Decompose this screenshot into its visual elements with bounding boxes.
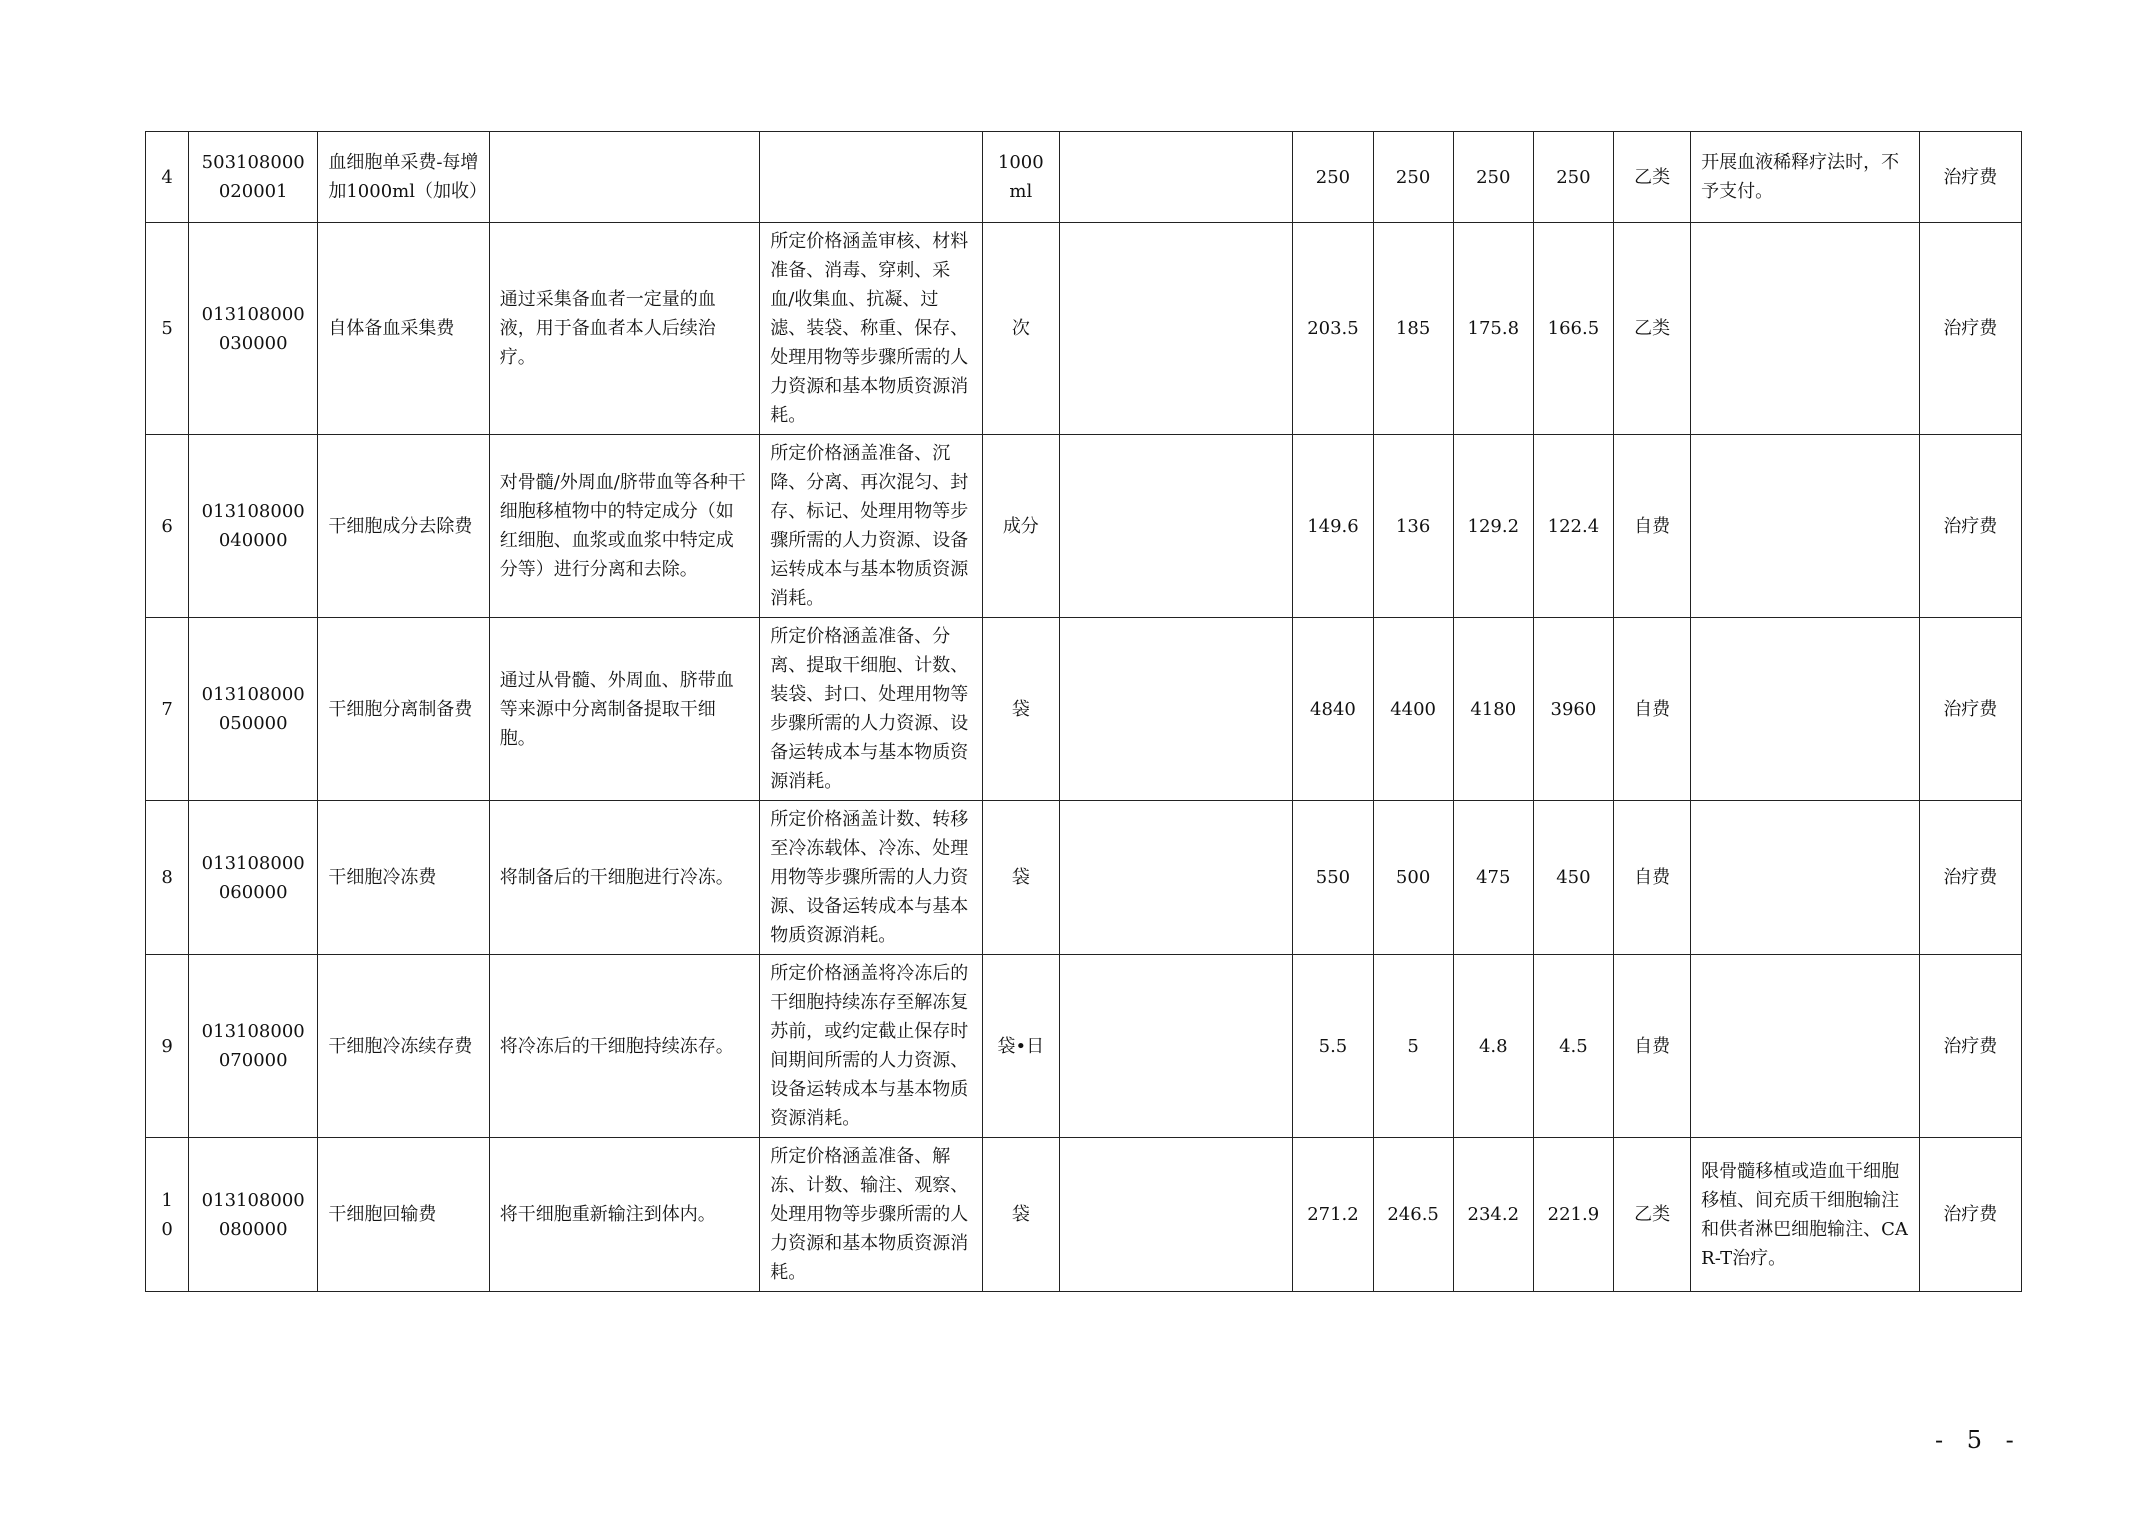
note-cell: 开展血液稀释疗法时，不予支付。 (1691, 132, 1919, 223)
table-row (146, 223, 2022, 435)
price-cell: 203.5 (1293, 223, 1373, 435)
unit-cell: 成分 (982, 435, 1059, 618)
seq-cell: 6 (146, 435, 189, 618)
table-row (146, 618, 2022, 801)
table-row (146, 955, 2022, 1138)
unit-cell: 袋•日 (982, 955, 1059, 1138)
fee-type-cell: 治疗费 (1919, 132, 2021, 223)
fee-type-cell: 治疗费 (1919, 435, 2021, 618)
note-cell (1691, 223, 1919, 435)
excluded-cell (1059, 435, 1292, 618)
description-cell: 通过从骨髓、外周血、脐带血等来源中分离制备提取干细胞。 (489, 618, 760, 801)
table-row (146, 435, 2022, 618)
excluded-cell (1059, 955, 1292, 1138)
content-cell: 所定价格涵盖准备、分离、提取干细胞、计数、装袋、封口、处理用物等步骤所需的人力资源、设备运转成本与基本物质资源消耗。 (760, 618, 982, 801)
content-cell: 所定价格涵盖准备、沉降、分离、再次混匀、封存、标记、处理用物等步骤所需的人力资源、设备运转成本与基本物质资源消耗。 (760, 435, 982, 618)
note-cell (1691, 435, 1919, 618)
name-cell: 干细胞分离制备费 (318, 618, 489, 801)
price-cell: 136 (1373, 435, 1453, 618)
description-cell: 对骨髓/外周血/脐带血等各种干细胞移植物中的特定成分（如红细胞、血浆或血浆中特定成分等）进行分离和去除。 (489, 435, 760, 618)
price-cell: 475 (1453, 801, 1533, 955)
insurance-category-cell: 乙类 (1614, 1138, 1691, 1292)
price-cell: 250 (1373, 132, 1453, 223)
price-cell: 450 (1533, 801, 1613, 955)
seq-cell: 5 (146, 223, 189, 435)
excluded-cell (1059, 223, 1292, 435)
price-cell: 250 (1533, 132, 1613, 223)
name-cell: 干细胞冷冻续存费 (318, 955, 489, 1138)
description-cell: 将冷冻后的干细胞持续冻存。 (489, 955, 760, 1138)
content-cell: 所定价格涵盖将冷冻后的干细胞持续冻存至解冻复苏前，或约定截止保存时间期间所需的人力资源、设备运转成本与基本物质资源消耗。 (760, 955, 982, 1138)
table-body (146, 132, 2022, 1292)
seq-cell: 7 (146, 618, 189, 801)
fee-type-cell: 治疗费 (1919, 801, 2021, 955)
unit-cell: 袋 (982, 801, 1059, 955)
note-cell (1691, 618, 1919, 801)
price-cell: 5.5 (1293, 955, 1373, 1138)
code-cell: 013108000070000 (189, 955, 318, 1138)
excluded-cell (1059, 1138, 1292, 1292)
code-cell: 013108000080000 (189, 1138, 318, 1292)
price-cell: 4180 (1453, 618, 1533, 801)
price-cell: 122.4 (1533, 435, 1613, 618)
price-cell: 3960 (1533, 618, 1613, 801)
seq-cell: 4 (146, 132, 189, 223)
name-cell: 干细胞冷冻费 (318, 801, 489, 955)
price-table (145, 131, 2022, 1292)
code-cell: 013108000050000 (189, 618, 318, 801)
page-number: - 5 - (1935, 1426, 2022, 1454)
price-cell: 129.2 (1453, 435, 1533, 618)
code-cell: 013108000030000 (189, 223, 318, 435)
price-cell: 234.2 (1453, 1138, 1533, 1292)
price-cell: 4.8 (1453, 955, 1533, 1138)
content-cell: 所定价格涵盖计数、转移至冷冻载体、冷冻、处理用物等步骤所需的人力资源、设备运转成本与基本物质资源消耗。 (760, 801, 982, 955)
price-cell: 166.5 (1533, 223, 1613, 435)
insurance-category-cell: 自费 (1614, 618, 1691, 801)
unit-cell: 次 (982, 223, 1059, 435)
description-cell: 将制备后的干细胞进行冷冻。 (489, 801, 760, 955)
seq-cell: 8 (146, 801, 189, 955)
code-cell: 013108000060000 (189, 801, 318, 955)
insurance-category-cell: 自费 (1614, 801, 1691, 955)
fee-type-cell: 治疗费 (1919, 1138, 2021, 1292)
content-cell (760, 132, 982, 223)
price-cell: 250 (1293, 132, 1373, 223)
description-cell (489, 132, 760, 223)
price-cell: 4400 (1373, 618, 1453, 801)
insurance-category-cell: 自费 (1614, 955, 1691, 1138)
seq-cell: 10 (146, 1138, 189, 1292)
note-cell (1691, 801, 1919, 955)
insurance-category-cell: 乙类 (1614, 132, 1691, 223)
name-cell: 血细胞单采费-每增加1000ml（加收） (318, 132, 489, 223)
name-cell: 自体备血采集费 (318, 223, 489, 435)
price-cell: 5 (1373, 955, 1453, 1138)
price-cell: 4840 (1293, 618, 1373, 801)
code-cell: 013108000040000 (189, 435, 318, 618)
price-cell: 500 (1373, 801, 1453, 955)
description-cell: 通过采集备血者一定量的血液，用于备血者本人后续治疗。 (489, 223, 760, 435)
description-cell: 将干细胞重新输注到体内。 (489, 1138, 760, 1292)
fee-type-cell: 治疗费 (1919, 223, 2021, 435)
content-cell: 所定价格涵盖准备、解冻、计数、输注、观察、处理用物等步骤所需的人力资源和基本物质资源消耗。 (760, 1138, 982, 1292)
note-cell (1691, 955, 1919, 1138)
excluded-cell (1059, 801, 1292, 955)
unit-cell: 袋 (982, 618, 1059, 801)
price-cell: 149.6 (1293, 435, 1373, 618)
price-cell: 221.9 (1533, 1138, 1613, 1292)
fee-type-cell: 治疗费 (1919, 618, 2021, 801)
price-cell: 4.5 (1533, 955, 1613, 1138)
fee-type-cell: 治疗费 (1919, 955, 2021, 1138)
table-row (146, 1138, 2022, 1292)
code-cell: 503108000020001 (189, 132, 318, 223)
price-cell: 550 (1293, 801, 1373, 955)
price-cell: 175.8 (1453, 223, 1533, 435)
excluded-cell (1059, 618, 1292, 801)
content-cell: 所定价格涵盖审核、材料准备、消毒、穿刺、采血/收集血、抗凝、过滤、装袋、称重、保存、处理用物等步骤所需的人力资源和基本物质资源消耗。 (760, 223, 982, 435)
price-cell: 250 (1453, 132, 1533, 223)
price-cell: 271.2 (1293, 1138, 1373, 1292)
insurance-category-cell: 自费 (1614, 435, 1691, 618)
price-cell: 246.5 (1373, 1138, 1453, 1292)
excluded-cell (1059, 132, 1292, 223)
note-cell: 限骨髓移植或造血干细胞移植、间充质干细胞输注和供者淋巴细胞输注、CAR-T治疗。 (1691, 1138, 1919, 1292)
name-cell: 干细胞回输费 (318, 1138, 489, 1292)
unit-cell: 袋 (982, 1138, 1059, 1292)
name-cell: 干细胞成分去除费 (318, 435, 489, 618)
price-cell: 185 (1373, 223, 1453, 435)
insurance-category-cell: 乙类 (1614, 223, 1691, 435)
unit-cell: 1000ml (982, 132, 1059, 223)
seq-cell: 9 (146, 955, 189, 1138)
table-row (146, 801, 2022, 955)
table-row (146, 132, 2022, 223)
